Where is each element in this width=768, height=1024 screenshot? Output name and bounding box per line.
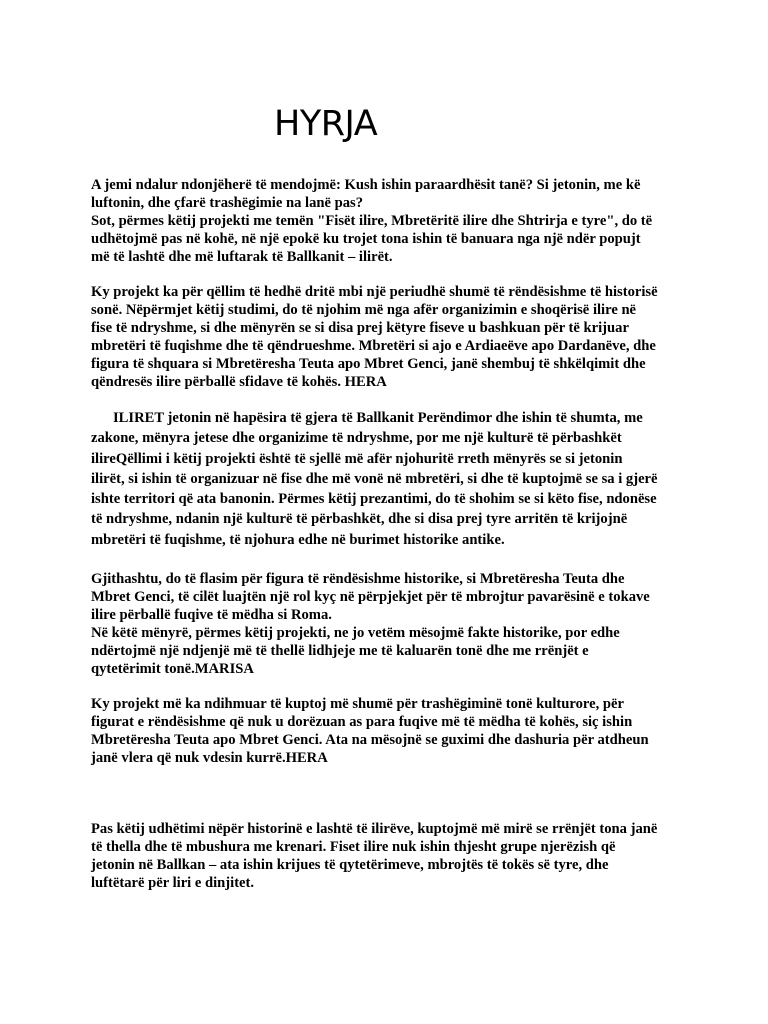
text-line: qëndresës ilire përballë sfidave të kohës. HERA [91, 374, 387, 390]
text-line: Ky projekt më ka ndihmuar të kuptoj më shumë për trashëgiminë tonë kulturore, për [91, 696, 624, 712]
text-line: janë vlera që nuk vdesin kurrë.HERA [91, 750, 328, 766]
text-line: mbretëri të fuqishme dhe të qëndrueshme. Mbretëri si ajo e Ardiaeëve apo Dardanëve, dhe [91, 338, 656, 354]
text-line: Në këtë mënyrë, përmes këtij projekti, ne jo vetëm mësojmë fakte historike, por edhe [91, 625, 620, 641]
text-line: luftonin, dhe çfarë trashëgimie na lanë pas? [91, 195, 364, 211]
text-line: zakone, mënyra jetese dhe organizime të ndryshme, por me një kulturë të përbashkët [91, 430, 622, 447]
paragraph-figures [91, 570, 687, 678]
text-line: Ky projekt ka për qëllim të hedhë dritë mbi një periudhë shumë të rëndësishme të historisë [91, 284, 658, 300]
text-line: Mbretëresha Teuta apo Mbret Genci. Ata na mësojnë se guximi dhe dashuria për atdheun [91, 732, 649, 748]
text-line: luftëtarë për liri e dinjitet. [91, 875, 255, 891]
text-line: mbretëri të fuqishme, të njohura edhe në burimet historike antike. [91, 531, 505, 548]
text-line: ishte territori që ata banonin. Përmes këtij prezantimi, do të shohim se si këto fise, ndonëse [91, 491, 657, 508]
text-line: jetonin në Ballkan – ata ishin krijues të qytetërimeve, mbrojtës të tokës së tyre, dhe [91, 857, 609, 873]
text-line: figura të shquara si Mbretëresha Teuta apo Mbret Genci, janë shembuj të shkëlqimit dhe [91, 356, 646, 372]
text-line: figurat e rëndësishme që nuk u dorëzuan as para fuqive më të mëdha të kohës, siç ishin [91, 714, 633, 730]
text-line: ilirët, si ishin të organizuar në fise dhe më vonë në mbretëri, si dhe të kuptojmë se sa i gjerë [91, 470, 658, 487]
text-line: Gjithashtu, do të flasim për figura të rëndësishme historike, si Mbretëresha Teuta dhe [91, 571, 625, 587]
text-line: udhëtojmë pas në kohë, në një epokë ku trojet tona ishin të banuara nga një ndër popujt [91, 231, 641, 247]
text-line: sonë. Nëpërmjet këtij studimi, do të njohim më nga afër organizimin e shoqërisë ilire në [91, 302, 637, 318]
paragraph-conclusion [91, 820, 687, 892]
text-line: ILIRET jetonin në hapësira të gjera të Ballkanit Perëndimor dhe ishin të shumta, me [113, 410, 643, 426]
text-line: A jemi ndalur ndonjëherë të mendojmë: Kush ishin paraardhësit tanë? Si jetonin, me kë [91, 177, 641, 193]
text-line: ilireQëllimi i këtij projekti është të sjellë më afër njohuritë rreth mënyrës se si jetonin [91, 450, 623, 467]
text-line: fise të ndryshme, si dhe mënyrën se si disa prej këtyre fiseve u bashkuan për të krijuar [91, 320, 629, 336]
paragraph-intro [91, 176, 687, 266]
text-line: të ndryshme, ndanin një kulturë të përbashkët, dhe si disa prej tyre arritën të krijojnë [91, 511, 628, 528]
text-line: Pas këtij udhëtimi nëpër historinë e lashtë të ilirëve, kuptojmë më mirë se rrënjët tona janë [91, 821, 658, 837]
paragraph-iliret [91, 408, 687, 550]
text-line: më të lashtë dhe më luftarak të Ballkanit – ilirët. [91, 249, 393, 265]
text-line: Mbret Genci, të cilët luajtën një rol kyç në përpjekjet për të mbrojtur pavarësinë e tokave [91, 589, 650, 605]
paragraph-reflection [91, 695, 687, 767]
document-title: HYRJA [274, 104, 378, 144]
text-line: ndërtojmë një ndjenjë më të thellë lidhjeje me të kaluarën tonë dhe me rrënjët e [91, 643, 589, 659]
text-line: qytetërimit tonë.MARISA [91, 661, 254, 677]
paragraph-purpose [91, 283, 687, 391]
text-line: të thella dhe të mbushura me krenari. Fiset ilire nuk ishin thjesht grupe njerëzish që [91, 839, 616, 855]
text-line: Sot, përmes këtij projekti me temën "Fisët ilire, Mbretëritë ilire dhe Shtrirja e tyre", do të [91, 213, 653, 229]
text-line: ilire përballë fuqive të mëdha si Roma. [91, 607, 332, 623]
